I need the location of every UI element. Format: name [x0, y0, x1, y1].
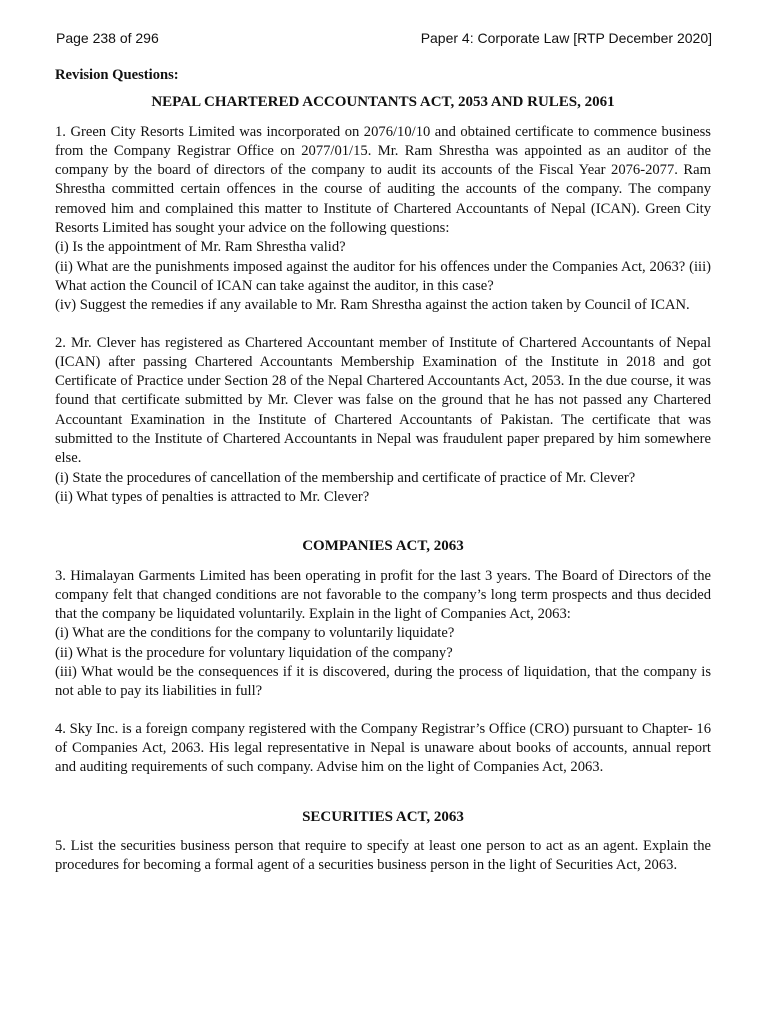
sub-question: (i) State the procedures of cancellation of the membership and certificate of practice of Mr. Clever?: [55, 469, 636, 486]
document-body: [55, 66, 711, 893]
sub-question: (i) Is the appointment of Mr. Ram Shrestha valid?: [55, 239, 346, 256]
paper-title: Paper 4: Corporate Law [RTP December 2020]: [420, 30, 712, 46]
sub-question: (ii) What types of penalties is attracted to Mr. Clever?: [55, 488, 370, 505]
page-number: Page 238 of 296: [56, 30, 159, 46]
sub-question: (iv) Suggest the remedies if any available to Mr. Ram Shrestha against the action taken by Council of ICAN.: [55, 297, 690, 314]
question-text: 2. Mr. Clever has registered as Chartered Accountant member of Institute of Chartered Accountants of Nepal (ICAN) after passing Chartered Accountants Membership Examination of the Institute in 2018 and got Certificate of Practice under Section 28 of the Nepal Chartered Accountants Act, 2053. In the due course, it was found that certificate submitted by Mr. Clever was false on the ground that he has not passed any Chartered Accountant Examination in the Institute of Chartered Accountants of Pakistan. The certificate that was submitted to the Institute of Chartered Accountants in Nepal was fraudulent paper prepared by him somewhere else.: [55, 334, 711, 467]
sub-question: (ii) What is the procedure for voluntary liquidation of the company?: [55, 644, 453, 661]
question-1: [55, 123, 711, 316]
page-header: [56, 30, 712, 46]
section-title-securities-act: SECURITIES ACT, 2063: [302, 808, 464, 825]
section-title-nca: NEPAL CHARTERED ACCOUNTANTS ACT, 2053 AND RULES, 2061: [151, 94, 615, 111]
section-title-companies-act: COMPANIES ACT, 2063: [302, 538, 464, 555]
question-3: [55, 567, 711, 702]
question-5: [55, 837, 711, 876]
question-text: 3. Himalayan Garments Limited has been operating in profit for the last 3 years. The Board of Directors of the company felt that changed conditions are not favorable to the company’s long term prospects and thus decided that the company be liquidated voluntarily. Explain in the light of Companies Act, 2063:: [55, 567, 711, 623]
question-text: 1. Green City Resorts Limited was incorporated on 2076/10/10 and obtained certificate to commence business from the Company Registrar Office on 2077/01/15. Mr. Ram Shrestha was appointed as an auditor of the company by the board of directors of the company to audit its accounts of the Fiscal Year 2076-2077. Ram Shrestha committed certain offences in the course of auditing the accounts of the company. The company removed him and complained this matter to Institute of Chartered Accountants of Nepal (ICAN). Green City Resorts Limited has sought your advice on the following questions:: [55, 123, 711, 237]
question-2: [55, 334, 711, 508]
sub-question: (ii) What are the punishments imposed against the auditor for his offences under the Companies Act, 2063? (iii) What action the Council of ICAN can take against the auditor, in this case?: [55, 258, 711, 294]
revision-heading: Revision Questions:: [55, 67, 179, 83]
question-text: 4. Sky Inc. is a foreign company registered with the Company Registrar’s Office (CRO) pursuant to Chapter- 16 of Companies Act, 2063. His legal representative in Nepal is unaware about books of accounts, annual report and auditing requirements of such company. Advise him on the light of Companies Act, 2063.: [55, 720, 711, 776]
sub-question: (i) What are the conditions for the company to voluntarily liquidate?: [55, 625, 455, 642]
question-text: 5. List the securities business person that require to specify at least one person to act as an agent. Explain the procedures for becoming a formal agent of a securities business person in the light of Securities Act, 2063.: [55, 837, 711, 874]
question-4: [55, 720, 711, 778]
sub-question: (iii) What would be the consequences if it is discovered, during the process of liquidation, that the company is not able to pay its liabilities in full?: [55, 664, 711, 700]
